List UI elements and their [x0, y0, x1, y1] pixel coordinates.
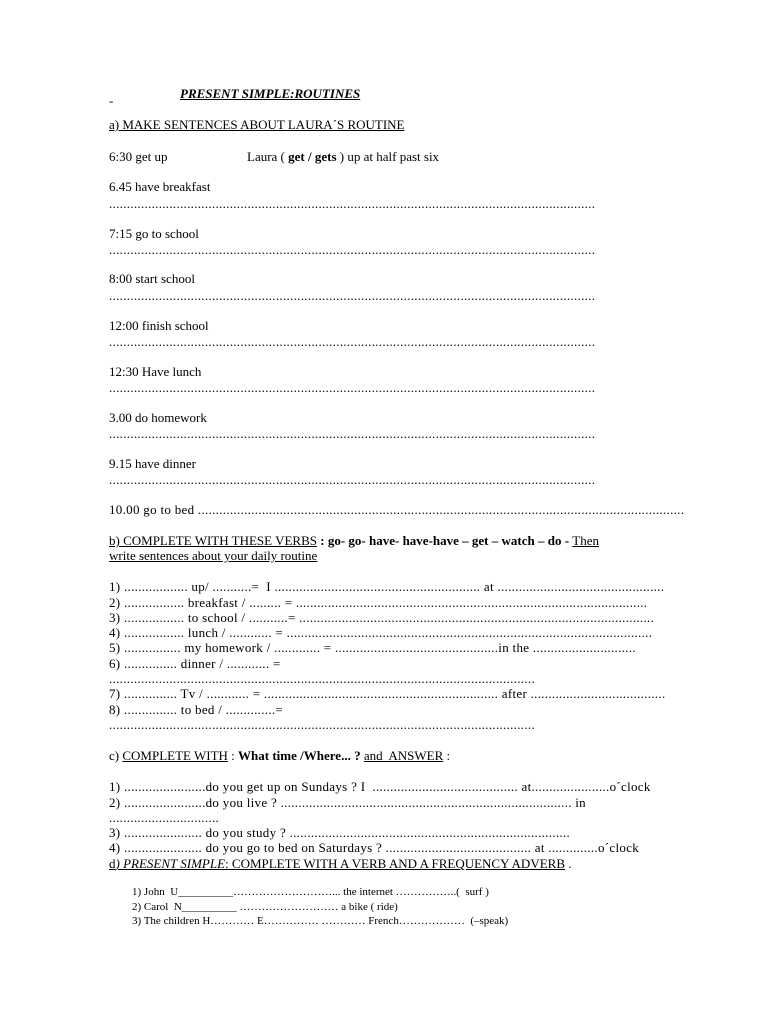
verb-list: : go- go- have- have-have – get – watch – do -: [317, 533, 573, 548]
section-c-prefix: c): [109, 748, 123, 763]
example-sentence: [247, 149, 439, 164]
question-line: 2) .......................do you live ? .................................................................................. in: [109, 795, 586, 810]
section-c-end: :: [443, 748, 451, 763]
page-title: PRESENT SIMPLE:ROUTINES: [180, 86, 361, 101]
routine-item-last: 10.00 go to bed .........................................................................................................................................: [109, 502, 685, 517]
section-a-heading: a) MAKE SENTENCES ABOUT LAURA´S ROUTINE: [109, 117, 405, 132]
answer-line: .........................................................................................................................................: [109, 472, 596, 487]
title-mark: -: [109, 93, 114, 108]
section-d-instruction: : COMPLETE WITH A VERB AND A FREQUENCY ADVERB: [225, 856, 565, 871]
exercise-line: 5) ................ my homework / ............. = ..............................................in the .............................: [109, 640, 636, 655]
exercise-line: 3) ................. to school / ...........= ....................................................................................................: [109, 610, 655, 625]
answer-line: .........................................................................................................................................: [109, 334, 596, 349]
frequency-line: 3) The children H………… E…………… ………… French……………… (–speak): [132, 915, 509, 927]
answer-line: .........................................................................................................................................: [109, 426, 596, 441]
question-line: 1) .......................do you get up on Sundays ? I ......................................... at......................o´clock: [109, 779, 651, 794]
example-pre: Laura (: [247, 149, 289, 164]
exercise-line: ........................................................................................................................: [109, 717, 535, 732]
section-d-end: .: [565, 856, 572, 871]
question-line: ...............................: [109, 810, 220, 825]
routine-item: 7:15 go to school: [109, 226, 199, 241]
exercise-line: 8) ............... to bed / ..............=: [109, 702, 284, 717]
exercise-line: ........................................................................................................................: [109, 671, 535, 686]
exercise-line: 1) .................. up/ ...........= I .......................................................... at ...............................................: [109, 579, 665, 594]
section-c-complete: COMPLETE WITH: [122, 748, 228, 763]
section-b-heading-label: b) COMPLETE WITH THESE VERBS: [109, 533, 318, 548]
example-time: 6:30 get up: [109, 149, 168, 164]
section-d-heading: [109, 856, 572, 871]
section-d-topic: ) PRESENT SIMPLE: [115, 856, 226, 871]
section-b-heading-line2: write sentences about your daily routine: [109, 548, 318, 563]
section-c-colon: :: [227, 748, 239, 763]
routine-item: 12:30 Have lunch: [109, 364, 202, 379]
section-c-heading: [109, 748, 450, 763]
example-post: ) up at half past six: [336, 149, 440, 164]
exercise-line: 7) ............... Tv / ............ = .................................................................. after ......................................: [109, 686, 666, 701]
section-d-letter: d: [109, 856, 116, 871]
exercise-line: 6) ............... dinner / ............ =: [109, 656, 281, 671]
routine-item: 9.15 have dinner: [109, 456, 197, 471]
routine-item: 12:00 finish school: [109, 318, 209, 333]
answer-line: .........................................................................................................................................: [109, 288, 596, 303]
routine-item: 8:00 start school: [109, 271, 195, 286]
answer-line: .........................................................................................................................................: [109, 242, 596, 257]
routine-item: 3.00 do homework: [109, 410, 207, 425]
exercise-line: 2) ................. breakfast / ......... = ...................................................................................................: [109, 595, 648, 610]
frequency-line: 2) Carol N__________ ……………………… a bike ( ride): [132, 901, 398, 913]
answer-line: .........................................................................................................................................: [109, 380, 596, 395]
question-line: 3) ...................... do you study ? ...............................................................................: [109, 825, 571, 840]
section-b-then: Then: [572, 533, 600, 548]
section-c-question-words: What time /Where... ?: [238, 748, 361, 763]
exercise-line: 4) ................. lunch / ............ = .......................................................................................................: [109, 625, 653, 640]
frequency-line: 1) John U__________………………………... the internet ……………..( surf ): [132, 886, 489, 898]
question-line: 4) ...................... do you go to bed on Saturdays ? ......................................... at ..............o´clock: [109, 840, 640, 855]
routine-item: 6.45 have breakfast: [109, 179, 211, 194]
answer-line: .........................................................................................................................................: [109, 196, 596, 211]
section-c-answer: and ANSWER: [363, 748, 444, 763]
example-verb-choice: get / gets: [288, 149, 337, 164]
section-b-heading: [109, 533, 599, 548]
